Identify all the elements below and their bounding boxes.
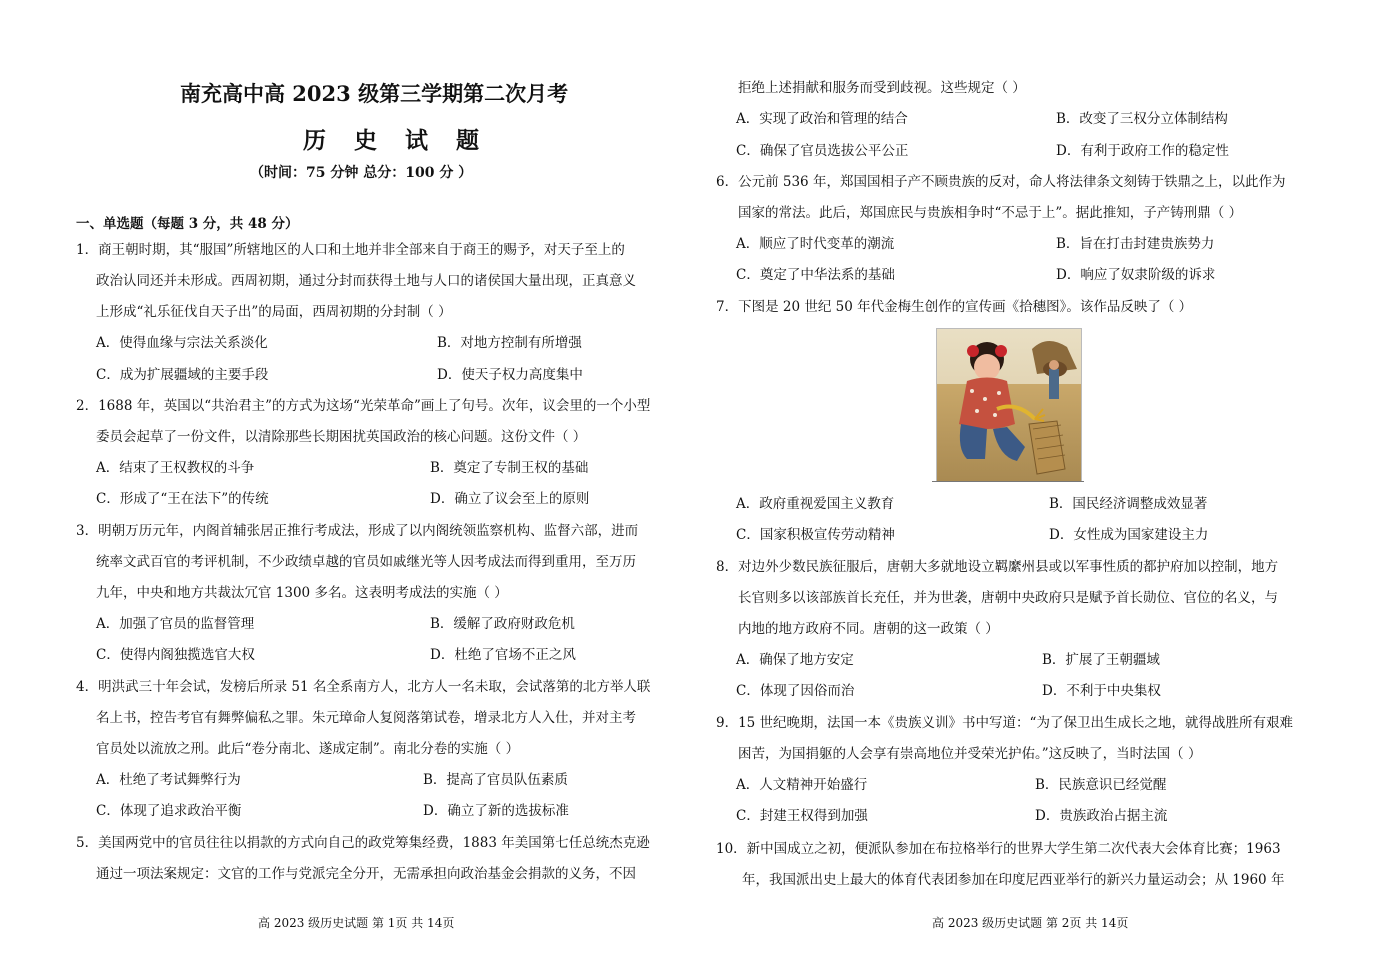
option-a: A．政府重视爱国主义教育 [736, 496, 895, 512]
option-a: A．实现了政治和管理的结合 [736, 111, 908, 127]
question-line: 国家的常法。此后，郑国庶民与贵族相争时“不忌于上”。据此推知，子产铸刑鼎（ ） [738, 205, 1243, 221]
question-line: 政治认同还并未形成。西周初期，通过分封而获得土地与人口的诸侯国大量出现，正真意义 [96, 273, 636, 289]
question-line: 6．公元前 536 年，郑国国相子产不顾贵族的反对，命人将法律条文刻铸于铁鼎之上，以此作为 [716, 174, 1286, 190]
option-c: C．封建王权得到加强 [736, 808, 868, 824]
option-c: C．使得内阁独揽选官大权 [96, 647, 255, 663]
question-line: 长官则多以该部族首长充任，并为世袭，唐朝中央政府只是赋予首长勋位、官位的名义，与 [738, 590, 1278, 606]
option-b: B．改变了三权分立体制结构 [1056, 111, 1228, 127]
question-line: 4．明洪武三十年会试，发榜后所录 51 名全系南方人，北方人一名未取，会试落第的北方举人联 [76, 679, 651, 695]
option-b: B．国民经济调整成效显著 [1049, 496, 1208, 512]
question-line: 通过一项法案规定：文官的工作与党派完全分开，无需承担向政治基金会捐款的义务，不因 [96, 866, 636, 882]
option-c: C．形成了“王在法下”的传统 [96, 491, 269, 507]
option-c: C．体现了追求政治平衡 [96, 803, 242, 819]
exam-title: 南充高中高 2023 级第三学期第二次月考 [180, 81, 569, 106]
question-line: 10．新中国成立之初，便派队参加在布拉格举行的世界大学生第二次代表大会体育比赛；1963 [716, 841, 1281, 857]
question-line: 1．商王朝时期，其“服国”所辖地区的人口和土地并非全部来自于商王的赐予，对天子至上的 [76, 242, 625, 258]
question-line: 拒绝上述捐献和服务而受到歧视。这些规定（ ） [738, 80, 1026, 96]
page-footer: 高 2023 级历史试题 第 1页 共 14页 [258, 916, 455, 930]
question-line: 九年，中央和地方共裁汰冗官 1300 多名。这表明考成法的实施（ ） [96, 585, 508, 601]
option-b: B．旨在打击封建贵族势力 [1056, 236, 1215, 252]
question-line: 年，我国派出史上最大的体育代表团参加在印度尼西亚举行的新兴力量运动会；从 1960 年 [742, 872, 1285, 888]
option-b: B．缓解了政府财政危机 [430, 616, 575, 632]
option-a: A．顺应了时代变革的潮流 [736, 236, 895, 252]
option-b: B．提高了官员队伍素质 [423, 772, 568, 788]
page-right [690, 0, 1375, 971]
option-a: A．结束了王权教权的斗争 [96, 460, 255, 476]
image-caption-rule [932, 481, 1084, 482]
option-d: D．确立了新的选拔标准 [423, 803, 569, 819]
section-heading: 一、单选题（每题 3 分，共 48 分） [76, 216, 299, 232]
option-a: A．杜绝了考试舞弊行为 [96, 772, 241, 788]
option-b: B．对地方控制有所增强 [437, 335, 582, 351]
option-d: D．女性成为国家建设主力 [1049, 527, 1209, 543]
option-d: D．杜绝了官场不正之风 [430, 647, 576, 663]
option-a: A．加强了官员的监督管理 [96, 616, 255, 632]
question-line: 2．1688 年，英国以“共治君主”的方式为这场“光荣革命”画上了句号。次年，议会里的一个小型 [76, 398, 651, 414]
painting-illustration [937, 329, 1081, 481]
option-d: D．确立了议会至上的原则 [430, 491, 590, 507]
option-a: A．人文精神开始盛行 [736, 777, 868, 793]
option-d: D．响应了奴隶阶级的诉求 [1056, 267, 1216, 283]
option-c: C．体现了因俗而治 [736, 683, 855, 699]
option-c: C．奠定了中华法系的基础 [736, 267, 895, 283]
option-c: C．成为扩展疆域的主要手段 [96, 367, 269, 383]
option-d: D．贵族政治占据主流 [1035, 808, 1168, 824]
question-line: 5．美国两党中的官员往往以捐款的方式向自己的政党筹集经费，1883 年美国第七任总统杰克逊 [76, 835, 650, 851]
option-a: A．使得血缘与宗法关系淡化 [96, 335, 268, 351]
question-line: 7．下图是 20 世纪 50 年代金梅生创作的宣传画《拾穗图》。该作品反映了（ ） [716, 299, 1193, 315]
subject-title: 历 史 试 题 [303, 127, 490, 154]
option-c: C．国家积极宣传劳动精神 [736, 527, 895, 543]
page-footer: 高 2023 级历史试题 第 2页 共 14页 [932, 916, 1129, 930]
option-a: A．确保了地方安定 [736, 652, 854, 668]
question-line: 内地的地方政府不同。唐朝的这一政策（ ） [738, 621, 999, 637]
question-line: 名上书，控告考官有舞弊偏私之罪。朱元璋命人复阅落第试卷，增录北方人入仕，并对主考 [96, 710, 636, 726]
option-d: D．有利于政府工作的稳定性 [1056, 143, 1229, 159]
exam-meta: （时间：75 分钟 总分：100 分 ） [250, 165, 473, 181]
question-line: 官员处以流放之刑。此后“卷分南北、遂成定制”。南北分卷的实施（ ） [96, 741, 520, 757]
option-b: B．扩展了王朝疆域 [1042, 652, 1160, 668]
question-line: 困苦，为国捐躯的人会享有崇高地位并受荣光护佑。”这反映了，当时法国（ ） [738, 746, 1202, 762]
option-c: C．确保了官员选拔公平公正 [736, 143, 909, 159]
propaganda-painting-image [936, 328, 1082, 482]
question-line: 上形成“礼乐征伐自天子出”的局面，西周初期的分封制（ ） [96, 304, 452, 320]
question-line: 委员会起草了一份文件，以清除那些长期困扰英国政治的核心问题。这份文件（ ） [96, 429, 587, 445]
option-b: B．民族意识已经觉醒 [1035, 777, 1167, 793]
question-line: 9．15 世纪晚期，法国一本《贵族义训》书中写道：“为了保卫出生成长之地，就得战胜所有艰难 [716, 715, 1293, 731]
question-line: 3．明朝万历元年，内阁首辅张居正推行考成法，形成了以内阁统领监察机构、监督六部，进而 [76, 523, 639, 539]
option-b: B．奠定了专制王权的基础 [430, 460, 589, 476]
question-line: 8．对边外少数民族征服后，唐朝大多就地设立羁縻州县或以军事性质的都护府加以控制，地方 [716, 559, 1279, 575]
option-d: D．不利于中央集权 [1042, 683, 1161, 699]
option-d: D．使天子权力高度集中 [437, 367, 583, 383]
question-line: 统率文武百官的考评机制，不少政绩卓越的官员如戚继光等人因考成法而得到重用，至万历 [96, 554, 636, 570]
